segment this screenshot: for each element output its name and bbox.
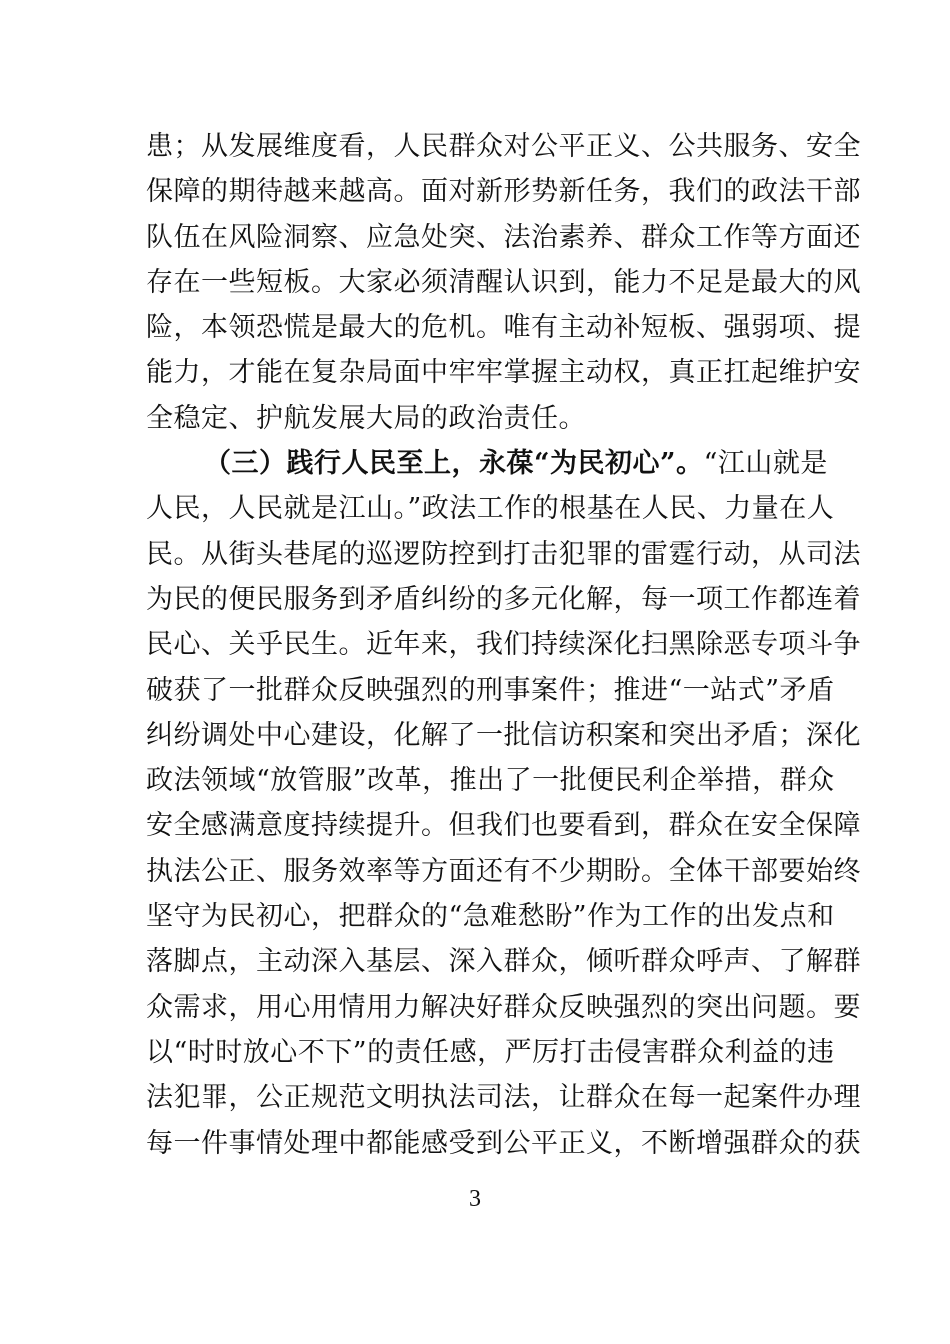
- text-line: 纠纷调处中心建设，化解了一批信访积案和突出矛盾；深化: [146, 719, 861, 751]
- text-line: 每一件事情处理中都能感受到公平正义，不断增强群众的获: [146, 1127, 861, 1159]
- text-line: 全稳定、护航发展大局的政治责任。: [146, 402, 586, 434]
- text-line: 能力，才能在复杂局面中牢牢掌握主动权，真正扛起维护安: [146, 357, 861, 389]
- text-line: 患；从发展维度看，人民群众对公平正义、公共服务、安全: [146, 131, 861, 162]
- text-line: 保障的期待越来越高。面对新形势新任务，我们的政法干部: [146, 176, 861, 208]
- text-line: 落脚点，主动深入基层、深入群众，倾听群众呼声、了解群: [146, 946, 861, 978]
- text-line: 执法公正、服务效率等方面还有不少期盼。全体干部要始终: [146, 855, 861, 887]
- section-heading: （三）践行人民至上，永葆“为民初心”。: [204, 448, 704, 480]
- text-line: 存在一些短板。大家必须清醒认识到，能力不足是最大的风: [146, 266, 861, 298]
- text-line: 为民的便民服务到矛盾纠纷的多元化解，每一项工作都连着: [146, 583, 861, 615]
- text-line: 以“时时放心不下”的责任感，严厉打击侵害群众利益的违: [146, 1036, 835, 1068]
- body-text: [146, 124, 861, 1166]
- text-line: 坚守为民初心，把群众的“急难愁盼”作为工作的出发点和: [146, 901, 835, 933]
- text-line: 众需求，用心用情用力解决好群众反映强烈的突出问题。要: [146, 991, 861, 1023]
- text-line: 破获了一批群众反映强烈的刑事案件；推进“一站式”矛盾: [146, 674, 835, 706]
- text-line: 人民，人民就是江山。”政法工作的根基在人民、力量在人: [146, 493, 835, 525]
- text-line: 民心、关乎民生。近年来，我们持续深化扫黑除恶专项斗争: [146, 629, 861, 661]
- page-number: 3: [469, 1186, 481, 1212]
- text-line: 安全感满意度持续提升。但我们也要看到，群众在安全保障: [146, 810, 861, 842]
- text-line: 法犯罪，公正规范文明执法司法，让群众在每一起案件办理: [146, 1082, 861, 1114]
- section-heading-line: [146, 441, 828, 486]
- text-line: 民。从街头巷尾的巡逻防控到打击犯罪的雷霆行动，从司法: [146, 538, 861, 570]
- text-line: 政法领域“放管服”改革，推出了一批便民利企举措，群众: [146, 765, 835, 797]
- heading-continuation: “江山就是: [703, 448, 828, 480]
- text-line: 队伍在风险洞察、应急处突、法治素养、群众工作等方面还: [146, 221, 861, 253]
- text-line: 险，本领恐慌是最大的危机。唯有主动补短板、强弱项、提: [146, 312, 861, 344]
